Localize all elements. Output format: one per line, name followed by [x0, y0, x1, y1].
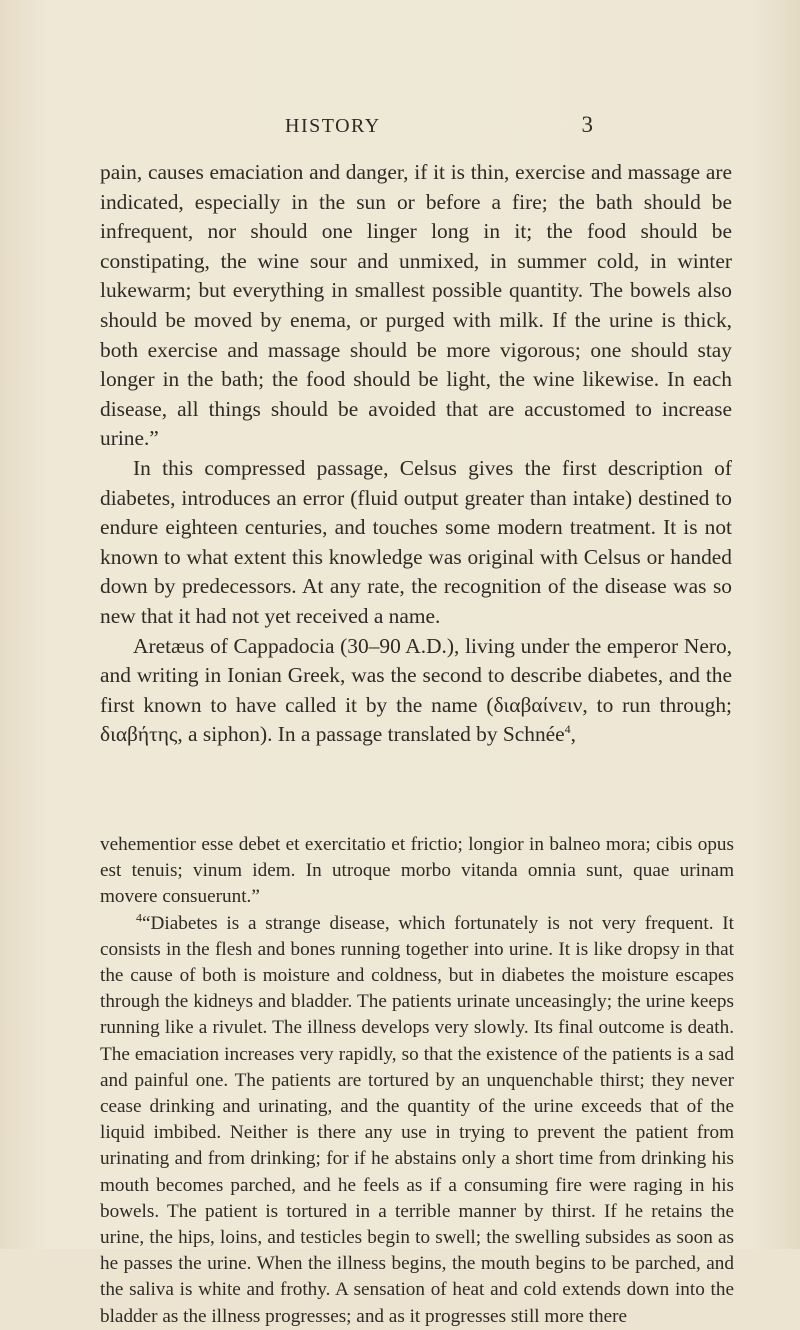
page-number: 3: [581, 112, 593, 137]
paragraph-aretaeus: [100, 632, 732, 750]
running-header: [285, 112, 593, 138]
running-title: HISTORY: [285, 115, 381, 137]
footnote-4: [100, 911, 734, 1330]
paragraph-celsus-quote: pain, causes emaciation and danger, if it is thin, exercise and massage are indicated, especially in the sun or before a fire; the bath should be infrequent, nor should one linger long in it; the food should be constipating, the wine sour and unmixed, in summer cold, in winter lukewarm; but everything in smallest possible quantity. The bowels also should be moved by enema, or purged with milk. If the urine is thick, both exercise and massage should be more vigorous; one should stay longer in the bath; the food should be light, the wine likewise. In each disease, all things should be avoided that are accustomed to increase urine.”: [100, 160, 732, 451]
main-text: [100, 158, 732, 750]
footnote-3-continued: vehementior esse debet et exercitatio et frictio; longior in balneo mora; cibis opus est tenuis; vinum idem. In utroque morbo vitanda omnia sunt, quae urinam movere consuerunt.”: [100, 834, 734, 908]
footnote-ref-4: 4: [564, 722, 571, 737]
paragraph-celsus-commentary: In this compressed passage, Celsus gives the first description of diabetes, introduces an error (fluid output greater than intake) destined to endure eighteen centuries, and touches some modern treatment. It is not known to what extent this knowledge was original with Celsus or handed down by predecessors. At any rate, the recognition of the disease was so new that it had not yet received a name.: [100, 455, 732, 628]
footnotes: [100, 832, 734, 1330]
footnote-4-marker: 4: [136, 910, 142, 925]
paragraph-aretaeus-text: Aretæus of Cappadocia (30–90 A.D.), living under the emperor Nero, and writing in Ionian Greek, was the second to describe diabetes, and the first known to have called it by the name (διαβαίνειν, to run through; διαβήτης, a siphon). In a passage translated by Schnée: [100, 633, 732, 747]
paragraph-aretaeus-end: ,: [570, 722, 577, 747]
footnote-4-text: “Diabetes is a strange disease, which fortunately is not very frequent. It consists in the flesh and bones running together into urine. It is like dropsy in that the cause of both is moisture and coldness, but in diabetes the moisture escapes through the kidneys and bladder. The patients urinate unceasingly; the urine keeps running like a rivulet. The illness develops very slowly. Its final outcome is death. The emaciation increases very rapidly, so that the existence of the patients is a sad and painful one. The patients are tortured by an unquenchable thirst; they never cease drinking and urinating, and the quantity of the urine exceeds that of the liquid imbibed. Neither is there any use in trying to prevent the patient from urinating and from drinking; for if he abstains only a short time from drinking his mouth becomes parched, and he feels as if a consuming fire were raging in his bowels. The patient is tortured in a terrible manner by thirst. If he retains the urine, the hips, loins, and testicles begin to swell; the swelling subsides as soon as he passes the urine. When the illness begins, the mouth begins to be parched, and the saliva is white and frothy. A sensation of heat and cold extends down into the bladder as the illness progresses; and as it progresses still more there: [100, 912, 734, 1327]
